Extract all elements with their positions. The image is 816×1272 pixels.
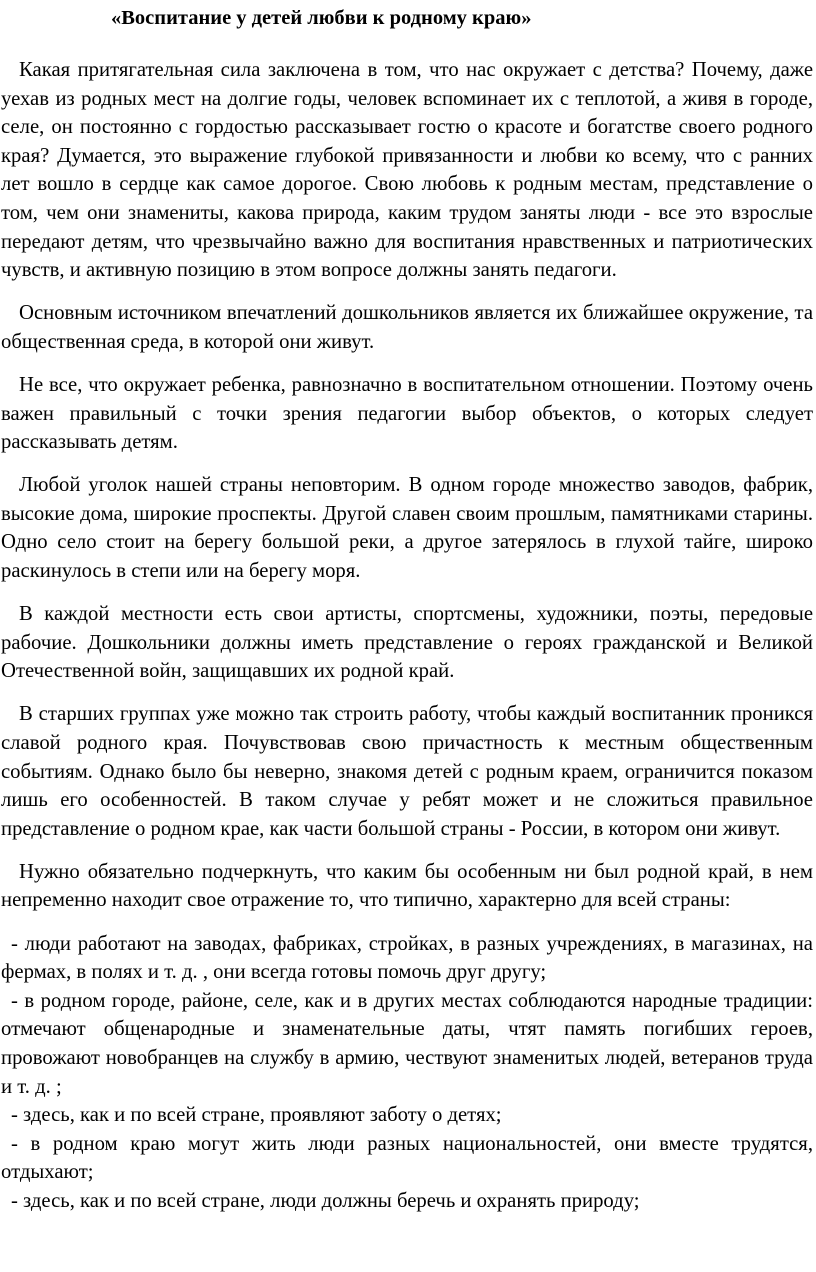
typical-features-list	[1, 930, 813, 1216]
paragraph-country-corners: Любой уголок нашей страны неповторим. В одном городе множество заводов, фабрик, высокие дома, широкие проспекты. Другой славен своим прошлым, памятниками старины. Одно село стоит на берегу большой реки, а другое затерялось в глухой тайге, широко раскинулось в степи или на берегу моря.	[1, 474, 813, 582]
document-title: «Воспитание у детей любви к родному краю»	[111, 7, 532, 29]
paragraph-typical: Нужно обязательно подчеркнуть, что каким бы особенным ни был родной край, в нем непременно находит свое отражение то, что типично, характерно для всей страны:	[1, 860, 813, 912]
paragraph-senior-groups: В старших группах уже можно так строить работу, чтобы каждый воспитанник проникся славой родного края. Почувствовав свою причастность к местным общественным событиям. Однако было бы неверно, знакомя детей с родным краем, ограничится показом лишь его особенностей. В таком случае у ребят может и не сложиться правильное представление о родном крае, как части большой страны - России, в котором они живут.	[1, 703, 813, 840]
paragraph-objects: Не все, что окружает ребенка, равнозначно в воспитательном отношении. Поэтому очень важен правильный с точки зрения педагогии выбор объектов, о которых следует рассказывать детям.	[1, 373, 813, 454]
list-item: - в родном краю могут жить люди разных национальностей, они вместе трудятся, отдыхают;	[1, 1132, 813, 1184]
paragraph-local-people: В каждой местности есть свои артисты, спортсмены, художники, поэты, передовые рабочие. Дошкольники должны иметь представление о героях гражданской и Великой Отечественной войн, защищавших их родной край.	[1, 603, 813, 683]
paragraph-intro: Какая притягательная сила заключена в том, что нас окружает с детства? Почему, даже уехав из родных мест на долгие годы, человек вспоминает их с теплотой, а живя в городе, селе, он постоянно с гордостью рассказывает гостю о красоте и богатстве своего родного края? Думается, это выражение глубокой привязанности и любви ко всему, что с ранних лет вошло в сердце как самое дорогое. Свою любовь к родным местам, представление о том, чем они знамениты, какова природа, каким трудом заняты люди - все это взрослые передают детям, что чрезвычайно важно для воспитания нравственных и патриотических чувств, и активную позицию в этом вопросе должны занять педагоги.	[1, 59, 813, 282]
list-item: - здесь, как и по всей стране, проявляют заботу о детях;	[11, 1104, 502, 1127]
list-item: - здесь, как и по всей стране, люди должны беречь и охранять природу;	[11, 1189, 640, 1212]
list-item: - в родном городе, районе, селе, как и в других местах соблюдаются народные традиции: отмечают общенародные и знаменательные даты, чтят память погибших героев, провожают новобранцев на службу в армию, чествуют знаменитых людей, ветеранов труда и т. д. ;	[1, 989, 813, 1098]
document-body	[1, 56, 813, 1215]
list-item: - люди работают на заводах, фабриках, стройках, в разных учреждениях, в магазинах, на фермах, в полях и т. д. , они всегда готовы помочь друг другу;	[1, 932, 813, 984]
paragraph-impressions: Основным источником впечатлений дошкольников является их ближайшее окружение, та общественная среда, в которой они живут.	[1, 302, 813, 353]
